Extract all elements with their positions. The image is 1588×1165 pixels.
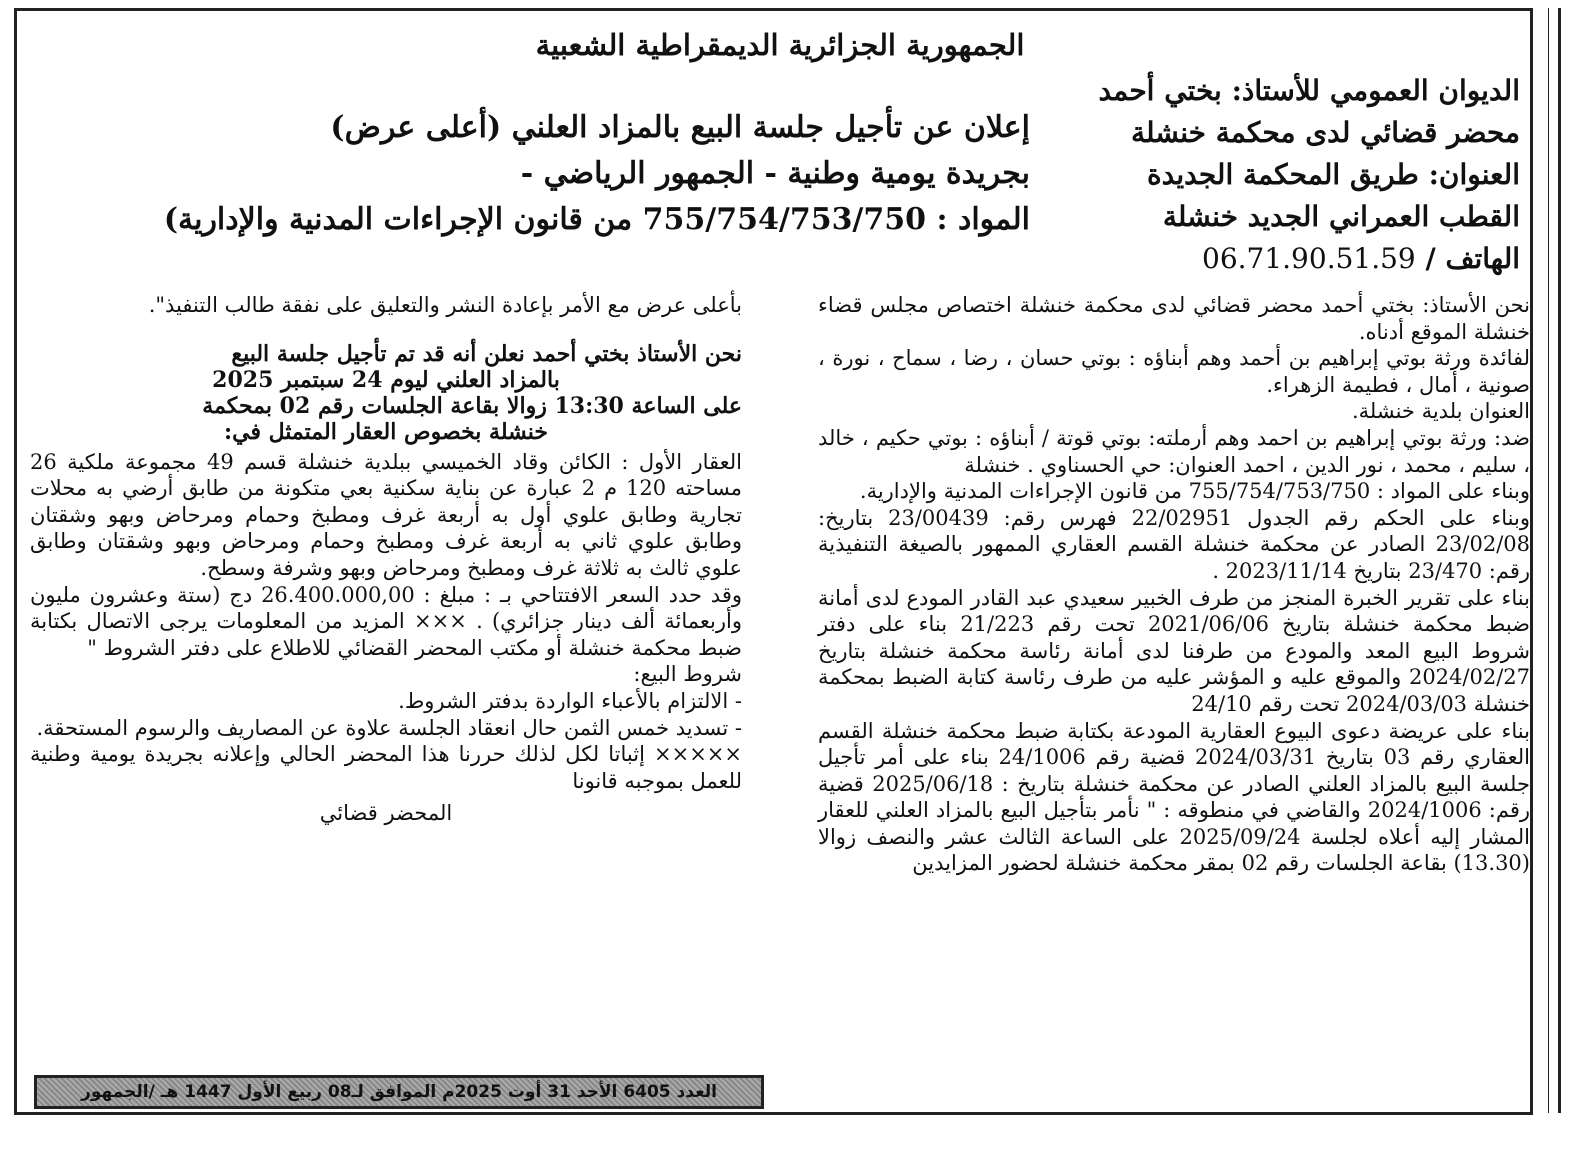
paragraph: لفائدة ورثة بوتي إبراهيم بن أحمد وهم أبناؤه : بوتي حسان ، رضا ، سماح ، نورة ، صونية ، أمال ، فطيمة الزهراء.: [818, 346, 1530, 397]
announcement-title: [110, 105, 1030, 243]
paragraph: وبناء على الحكم رقم الجدول 22/02951 فهرس رقم: 23/00439 بتاريخ: 23/02/08 الصادر عن محكمة خنشلة القسم العقاري الممهور بالصيغة التنفيذية رقم: 23/470 بتاريخ 2023/11/14 .: [818, 505, 1531, 583]
republic-heading: الجمهورية الجزائرية الديمقراطية الشعبية: [535, 28, 1025, 62]
paragraph: بناء على تقرير الخبرة المنجز من طرف الخبير سعيدي عبد القادر المودع لدى أمانة ضبط محكمة خنشلة بتاريخ 2021/06/06 تحت رقم 21/223 بناء على دفتر شروط البيع المعد والمودع من طرفنا لدى أمانة رئاسة محكمة خنشلة بتاريخ 2024/02/27 والموقع عليه و المؤشر عليه من طرف رئاسة كتابة الضبط بمحكمة خنشلة 2024/03/03 تحت رقم 24/10: [818, 585, 1531, 716]
column-divider: [1558, 8, 1561, 1113]
phone-label: الهاتف /: [1425, 242, 1520, 275]
title-line: إعلان عن تأجيل جلسة البيع بالمزاد العلني (أعلى عرض): [330, 110, 1030, 145]
paragraph: بناء على عريضة دعوى البيوع العقارية المودعة بكتابة ضبط محكمة خنشلة القسم العقاري رقم 03 بتاريخ 2024/03/31 قضية رقم 24/1006 بناء على أمر تأجيل جلسة البيع بالمزاد العلني الصادر عن محكمة خنشلة بتاريخ : 2025/06/18 قضية رقم: 2024/1006 والقاضي في منطوقه : " نأمر بتأجيل البيع بالمزاد العلني للعقار المشار إليه أعلاه لجلسة 2025/09/24 على الساعة الثالث عشر والنصف زوالا (13.30) بقاعة الجلسات رقم 02 بمقر محكمة خنشلة لحضور المزايدين: [818, 718, 1531, 876]
office-line: محضر قضائي لدى محكمة خنشلة: [1130, 116, 1520, 149]
paragraph: وبناء على المواد : 755/754/753/750 من قانون الإجراءات المدنية والإدارية.: [859, 479, 1530, 504]
phone-number: 06.71.90.51.59: [1202, 242, 1416, 275]
right-column: [818, 292, 1530, 877]
issue-footer: العدد 6405 الأحد 31 أوت 2025م الموافق لـ08 ربيع الأول 1447 هـ /الجمهور: [34, 1075, 764, 1109]
title-line: المواد : 755/754/753/750 من قانون الإجراءات المدنية والإدارية): [163, 202, 1030, 237]
column-divider: [1548, 8, 1549, 1113]
notice-line: نحن الأستاذ بختي أحمد نعلن أنه قد تم تأجيل جلسة البيع: [231, 340, 742, 367]
signature-label: المحضر قضائي: [319, 801, 453, 826]
office-line: الديوان العمومي للأستاذ: بختي أحمد: [1098, 74, 1520, 107]
condition-item: - الالتزام بالأعباء الواردة بدفتر الشروط.: [398, 688, 742, 713]
opening-price: وقد حدد السعر الافتتاحي بـ : مبلغ : 26.400.000,00 دج (ستة وعشرون مليون وأربعمائة ألف دينار جزائري) . ××× المزيد من المعلومات يرجى الاتصال بكتابة ضبط محكمة خنشلة أو مكتب المحضر القضائي للاطلاع على دفتر الشروط ": [30, 582, 743, 660]
bailiff-office-block: [1000, 70, 1520, 280]
postponement-notice: [30, 341, 742, 445]
closing-paragraph: ××××× إثباتا لكل لذلك حررنا هذا المحضر الحالي وإعلانه بجريدة يومية وطنية للعمل بموجبه قانونا: [30, 742, 742, 793]
office-line: القطب العمراني الجديد خنشلة: [1162, 200, 1520, 233]
paragraph: العنوان بلدية خنشلة.: [1351, 399, 1530, 424]
paragraph: ضد: ورثة بوتي إبراهيم بن احمد وهم أرملته: بوتي قوتة / أبناؤه : بوتي حكيم ، خالد ، سليم ، محمد ، نور الدين ، احمد العنوان: حي الحسناوي . خنشلة: [818, 425, 1530, 477]
notice-line: على الساعة 13:30 زوالا بقاعة الجلسات رقم 02 بمحكمة: [202, 392, 742, 419]
paragraph: نحن الأستاذ: بختي أحمد محضر قضائي لدى محكمة خنشلة اختصاص مجلس قضاء خنشلة الموقع أدناه.: [818, 293, 1530, 344]
office-phone: [1000, 238, 1520, 280]
notice-line: بالمزاد العلني ليوم 24 سبتمبر 2025: [212, 366, 560, 393]
title-line: بجريدة يومية وطنية - الجمهور الرياضي -: [520, 156, 1030, 191]
office-line: العنوان: طريق المحكمة الجديدة: [1146, 158, 1520, 191]
property-description: العقار الأول : الكائن وقاد الخميسي ببلدية خنشلة قسم 49 مجموعة ملكية 26 مساحته 120 م 2 عبارة عن بناية سكنية بعي متكونة من طابق أرضي به محلات تجارية وطابق علوي أول به أربعة غرف ومطبخ وحمام ومرحاض وبهو وشقتان وطابق علوي ثاني به أربعة غرف ومطبخ وحمام ومرحاض وبهو وشقتان وطابق علوي ثالث به ثلاثة غرف ومطبخ ومرحاض وبهو وشرفة وسطح.: [30, 449, 742, 580]
conditions-title: شروط البيع:: [633, 662, 742, 687]
intro-paragraph: بأعلى عرض مع الأمر بإعادة النشر والتعليق على نفقة طالب التنفيذ".: [148, 293, 742, 317]
notice-line: خنشلة بخصوص العقار المتمثل في:: [224, 418, 548, 445]
condition-item: - تسديد خمس الثمن حال انعقاد الجلسة علاوة عن المصاريف والرسوم المستحقة.: [36, 715, 742, 740]
left-column: [30, 292, 742, 827]
